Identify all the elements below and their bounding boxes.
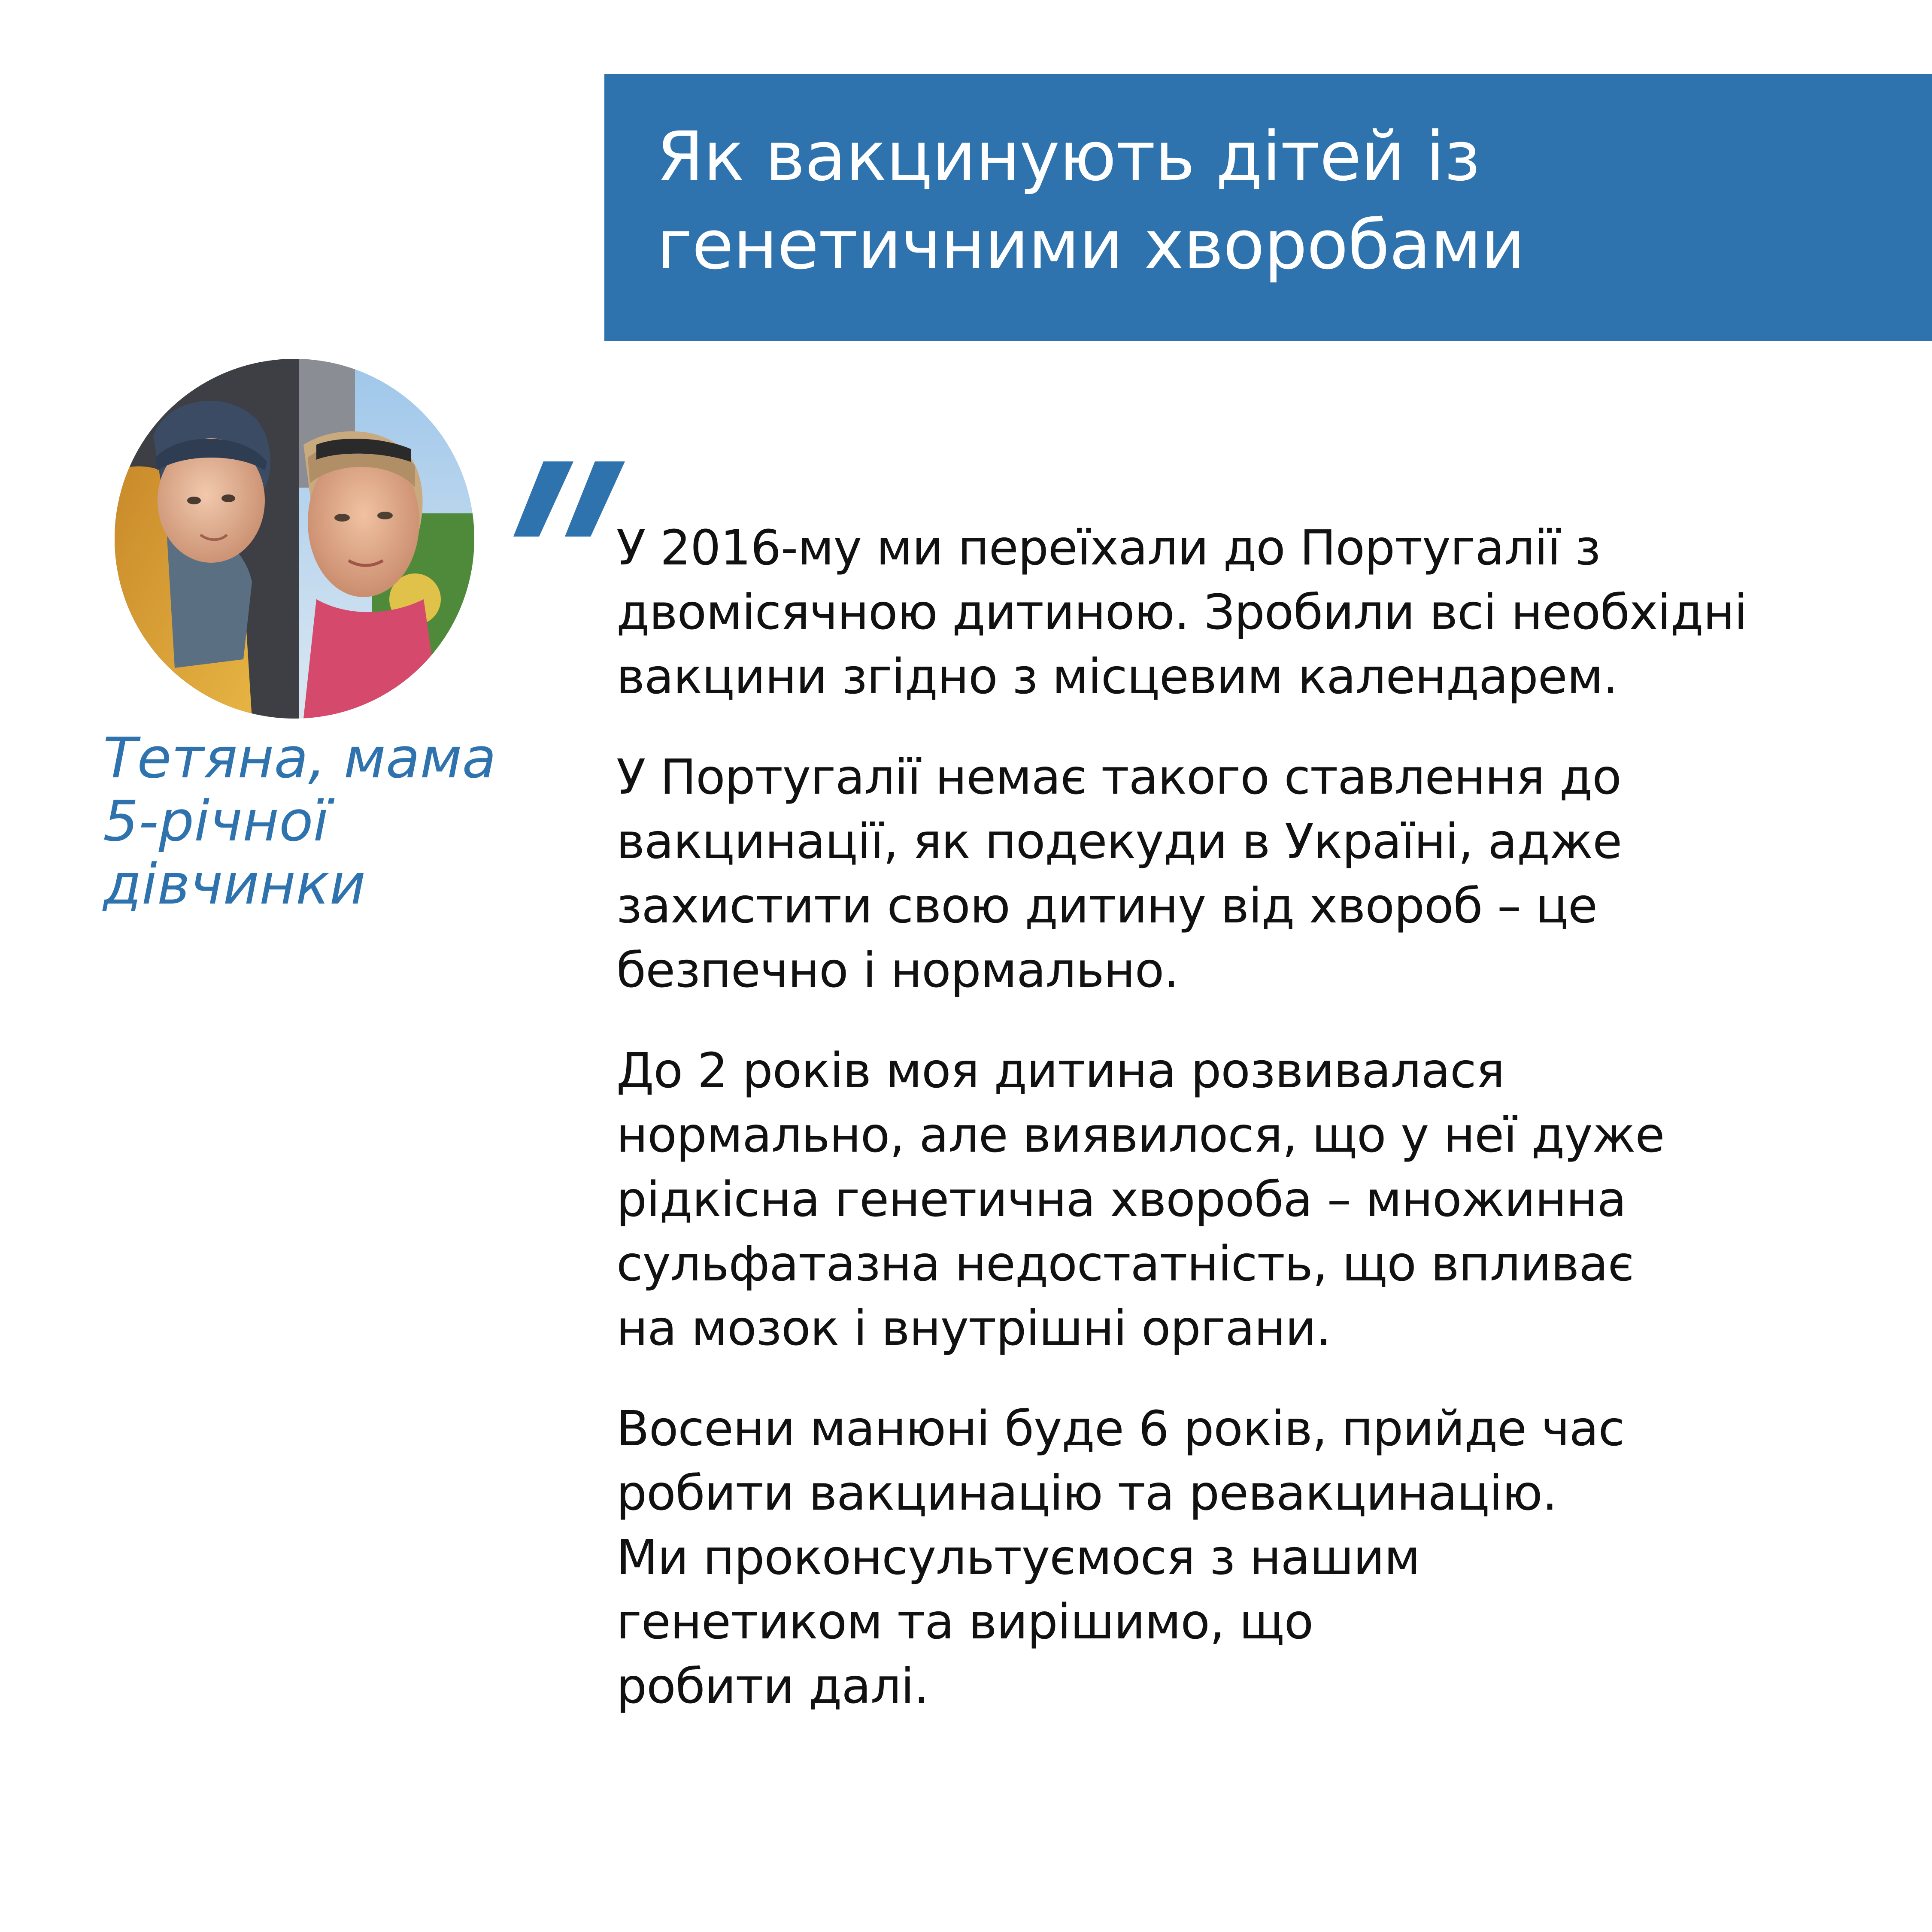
quote-line: безпечно і нормально.	[616, 943, 1179, 998]
author-caption-line: Тетяна, мама	[103, 725, 497, 791]
quote-line: сульфатазна недостатність, що впливає	[616, 1236, 1634, 1292]
quote-paragraph	[616, 1039, 1861, 1361]
quote-line: вакцини згідно з місцевим календарем.	[616, 649, 1618, 705]
quote-line: У Португалії немає такого ставлення до	[616, 749, 1621, 805]
quote-line: робити вакцинацію та ревакцинацію.	[616, 1465, 1557, 1521]
page-title	[657, 112, 1932, 289]
quote-line: Ми проконсультуємося з нашим	[616, 1530, 1420, 1586]
quotation-mark-icon	[513, 461, 629, 539]
quote-line: робити далі.	[616, 1659, 929, 1714]
author-caption-line: дівчинки	[103, 852, 366, 917]
quote-line: генетиком та вирішимо, що	[616, 1594, 1313, 1650]
quote-line: У 2016-му ми переїхали до Португалії з	[616, 520, 1601, 576]
author-caption-line: 5-річної	[103, 789, 329, 854]
quote-line: нормально, але виявилося, що у неї дуже	[616, 1107, 1665, 1163]
quote-paragraph	[616, 745, 1861, 1003]
quote-line: рідкісна генетична хвороба – множинна	[616, 1172, 1626, 1228]
page-title-line: генетичними хворобами	[657, 206, 1525, 285]
quote-body	[616, 516, 1861, 1755]
quote-line: на мозок і внутрішні органи.	[616, 1301, 1331, 1356]
title-banner	[604, 74, 1932, 341]
quote-line: До 2 років моя дитина розвивалася	[616, 1043, 1504, 1099]
author-caption	[103, 727, 532, 916]
page-title-line: Як вакцинують дітей із	[657, 117, 1480, 196]
quote-paragraph	[616, 516, 1861, 709]
quote-line: захистити свою дитину від хвороб – це	[616, 878, 1597, 934]
mother-and-child-photo	[115, 359, 474, 719]
quote-line: двомісячною дитиною. Зробили всі необхідні	[616, 585, 1747, 640]
quote-line: Восени манюні буде 6 років, прийде час	[616, 1401, 1625, 1457]
quote-line: вакцинації, як подекуди в Україні, адже	[616, 814, 1622, 870]
quote-paragraph	[616, 1397, 1861, 1719]
